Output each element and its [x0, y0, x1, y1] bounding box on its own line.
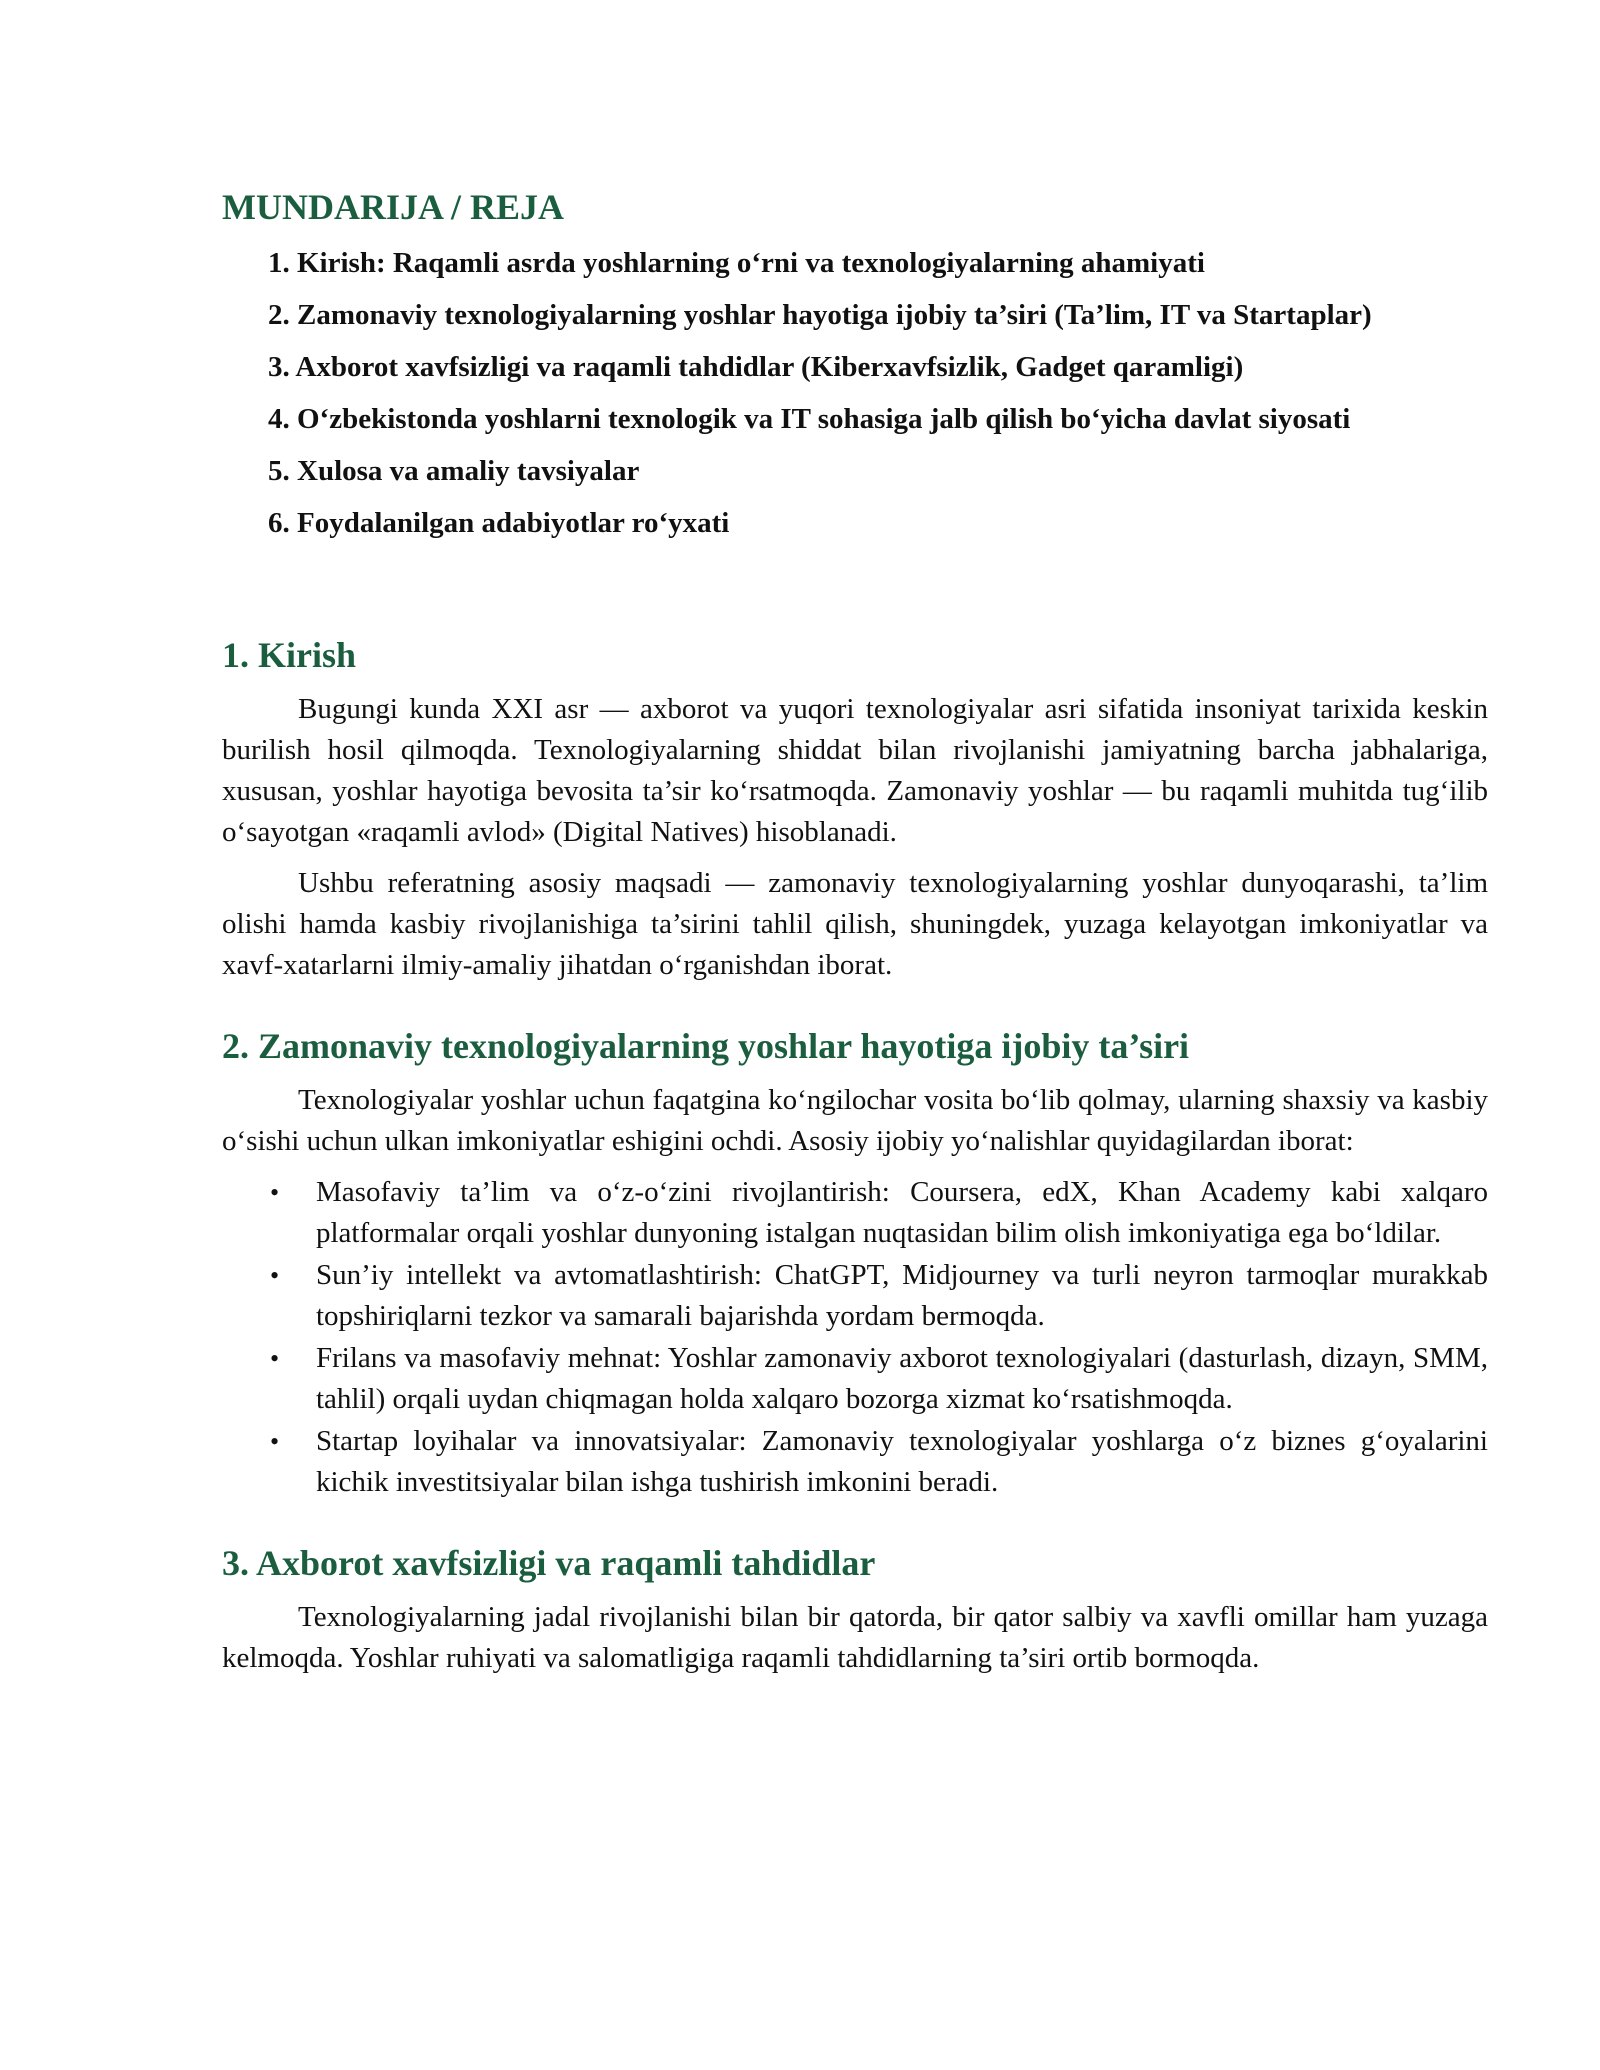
section-2-bullet-list	[222, 1172, 1488, 1503]
bullet-text: Masofaviy ta’lim va o‘z-o‘zini rivojlantirish: Coursera, edX, Khan Academy kabi xalqaro platformalar orqali yoshlar dunyoning istalgan nuqtasidan bilim olish imkoniyatiga ega bo‘ldilar.	[316, 1176, 1488, 1249]
section-2-heading: 2. Zamonaviy texnologiyalarning yoshlar hayotiga ijobiy ta’siri	[222, 1026, 1190, 1066]
bullet-text: Frilans va masofaviy mehnat: Yoshlar zamonaviy axborot texnologiyalari (dasturlash, dizayn, SMM, tahlil) orqali uydan chiqmagan holda xalqaro bozorga xizmat ko‘rsatishmoqda.	[316, 1342, 1488, 1415]
bullet-item	[222, 1255, 1488, 1337]
document-page	[222, 185, 1488, 1679]
section-1-paragraph: Bugungi kunda XXI asr — axborot va yuqori texnologiyalar asri sifatida insoniyat tarixida keskin burilish hosil qilmoqda. Texnologiyalarning shiddat bilan rivojlanishi jamiyatning barcha jabhalariga, xususan, yoshlar hayotiga bevosita ta’sir ko‘rsatmoqda. Zamonaviy yoshlar — bu raqamli muhitda tug‘ilib o‘sayotgan «raqamli avlod» (Digital Natives) hisoblanadi.	[222, 693, 1488, 848]
toc-item: 3. Axborot xavfsizligi va raqamli tahdidlar (Kiberxavfsizlik, Gadget qaramligi)	[268, 351, 1244, 383]
toc-item: 6. Foydalanilgan adabiyotlar ro‘yxati	[268, 507, 730, 539]
toc-title: MUNDARIJA / REJA	[222, 187, 564, 227]
bullet-item	[222, 1338, 1488, 1420]
bullet-item	[222, 1172, 1488, 1254]
bullet-text: Startap loyihalar va innovatsiyalar: Zamonaviy texnologiyalar yoshlarga o‘z biznes g‘oyalarini kichik investitsiyalar bilan ishga tushirish imkonini beradi.	[316, 1425, 1488, 1498]
bullet-icon: •	[270, 1344, 280, 1373]
section-1-heading: 1. Kirish	[222, 635, 357, 675]
bullet-icon: •	[270, 1261, 280, 1290]
toc-item: 5. Xulosa va amaliy tavsiyalar	[268, 455, 640, 487]
toc-item: 1. Kirish: Raqamli asrda yoshlarning o‘rni va texnologiyalarning ahamiyati	[268, 247, 1205, 279]
toc-list	[268, 237, 1488, 549]
bullet-item	[222, 1421, 1488, 1503]
bullet-icon: •	[270, 1427, 280, 1456]
bullet-text: Sun’iy intellekt va avtomatlashtirish: ChatGPT, Midjourney va turli neyron tarmoqlar murakkab topshiriqlarni tezkor va samarali bajarishda yordam bermoqda.	[316, 1259, 1488, 1332]
section-3-heading: 3. Axborot xavfsizligi va raqamli tahdidlar	[222, 1543, 876, 1583]
toc-item: 4. O‘zbekistonda yoshlarni texnologik va IT sohasiga jalb qilish bo‘yicha davlat siyosati	[268, 403, 1351, 435]
section-2-intro: Texnologiyalar yoshlar uchun faqatgina ko‘ngilochar vosita bo‘lib qolmay, ularning shaxsiy va kasbiy o‘sishi uchun ulkan imkoniyatlar eshigini ochdi. Asosiy ijobiy yo‘nalishlar quyidagilardan iborat:	[222, 1084, 1488, 1157]
section-3-paragraph: Texnologiyalarning jadal rivojlanishi bilan bir qatorda, bir qator salbiy va xavfli omillar ham yuzaga kelmoqda. Yoshlar ruhiyati va salomatligiga raqamli tahdidlarning ta’siri ortib bormoqda.	[222, 1601, 1488, 1674]
toc-item: 2. Zamonaviy texnologiyalarning yoshlar hayotiga ijobiy ta’siri (Ta’lim, IT va Startaplar)	[268, 299, 1372, 331]
section-1-paragraph: Ushbu referatning asosiy maqsadi — zamonaviy texnologiyalarning yoshlar dunyoqarashi, ta’lim olishi hamda kasbiy rivojlanishiga ta’sirini tahlil qilish, shuningdek, yuzaga kelayotgan imkoniyatlar va xavf-xatarlarni ilmiy-amaliy jihatdan o‘rganishdan iborat.	[222, 867, 1488, 981]
bullet-icon: •	[270, 1178, 280, 1207]
